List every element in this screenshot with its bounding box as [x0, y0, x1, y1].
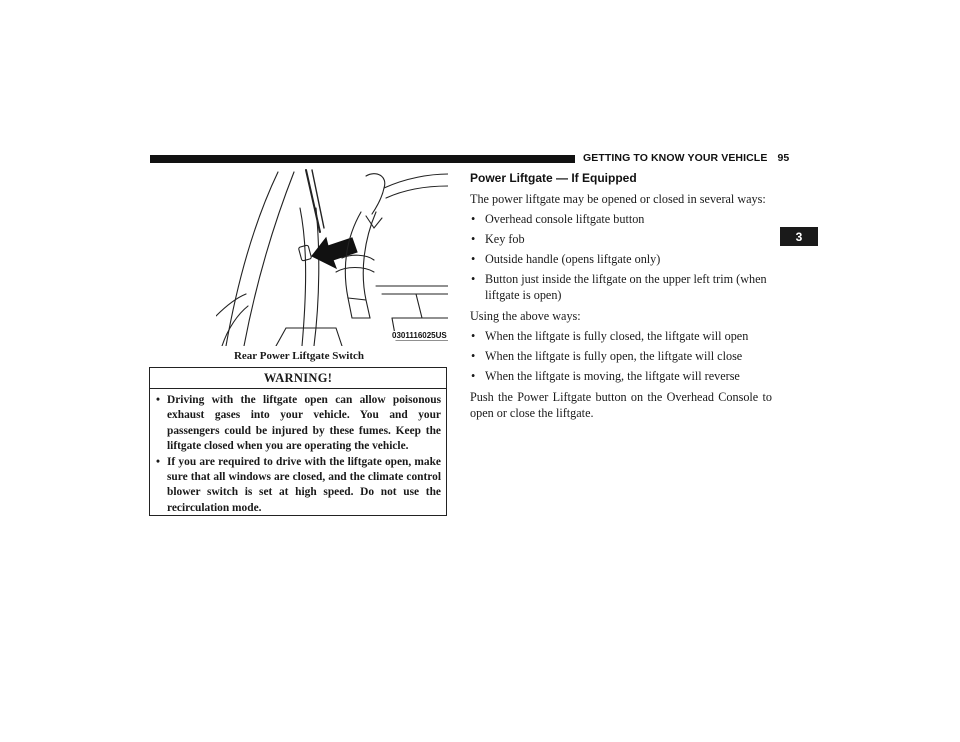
- chapter-tab: 3: [780, 227, 818, 246]
- warning-item: • Driving with the liftgate open can allow poisonous exhaust gases into your vehicle. You and your passengers could be injured by these fumes. Keep the liftgate closed when you are operating the vehicle.: [150, 393, 441, 455]
- list-item: • Outside handle (opens liftgate only): [470, 252, 772, 268]
- warning-list: [150, 389, 446, 516]
- section-title: GETTING TO KNOW YOUR VEHICLE: [583, 152, 768, 164]
- list-item: • Overhead console liftgate button: [470, 212, 772, 228]
- header-rule: [150, 155, 575, 163]
- intro-paragraph: The power liftgate may be opened or closed in several ways:: [470, 192, 766, 206]
- liftgate-switch-illustration: [216, 168, 448, 346]
- behavior-list: [470, 329, 772, 385]
- list-item: • Button just inside the liftgate on the upper left trim (when liftgate is open): [470, 272, 772, 303]
- ways-list: [470, 212, 772, 303]
- warning-item: • If you are required to drive with the liftgate open, make sure that all windows are closed, and the climate control blower switch is set at high speed. Do not use the recirculation mode.: [150, 455, 441, 517]
- figure-code: 0301116025US: [392, 331, 447, 340]
- list-item: • When the liftgate is fully open, the liftgate will close: [470, 349, 772, 365]
- warning-box: [149, 367, 447, 516]
- list-item: • When the liftgate is moving, the liftgate will reverse: [470, 369, 772, 385]
- page-number: 95: [777, 152, 790, 164]
- list-item: • When the liftgate is fully closed, the liftgate will open: [470, 329, 772, 345]
- warning-title: WARNING!: [150, 368, 446, 389]
- figure-caption: Rear Power Liftgate Switch: [233, 350, 365, 362]
- section-heading: Power Liftgate — If Equipped: [470, 171, 637, 185]
- using-paragraph: Using the above ways:: [470, 308, 581, 323]
- running-header: [583, 152, 789, 164]
- closing-paragraph: Push the Power Liftgate button on the Overhead Console to open or close the liftgate.: [470, 389, 772, 420]
- main-content: [470, 171, 772, 426]
- list-item: • Key fob: [470, 232, 772, 248]
